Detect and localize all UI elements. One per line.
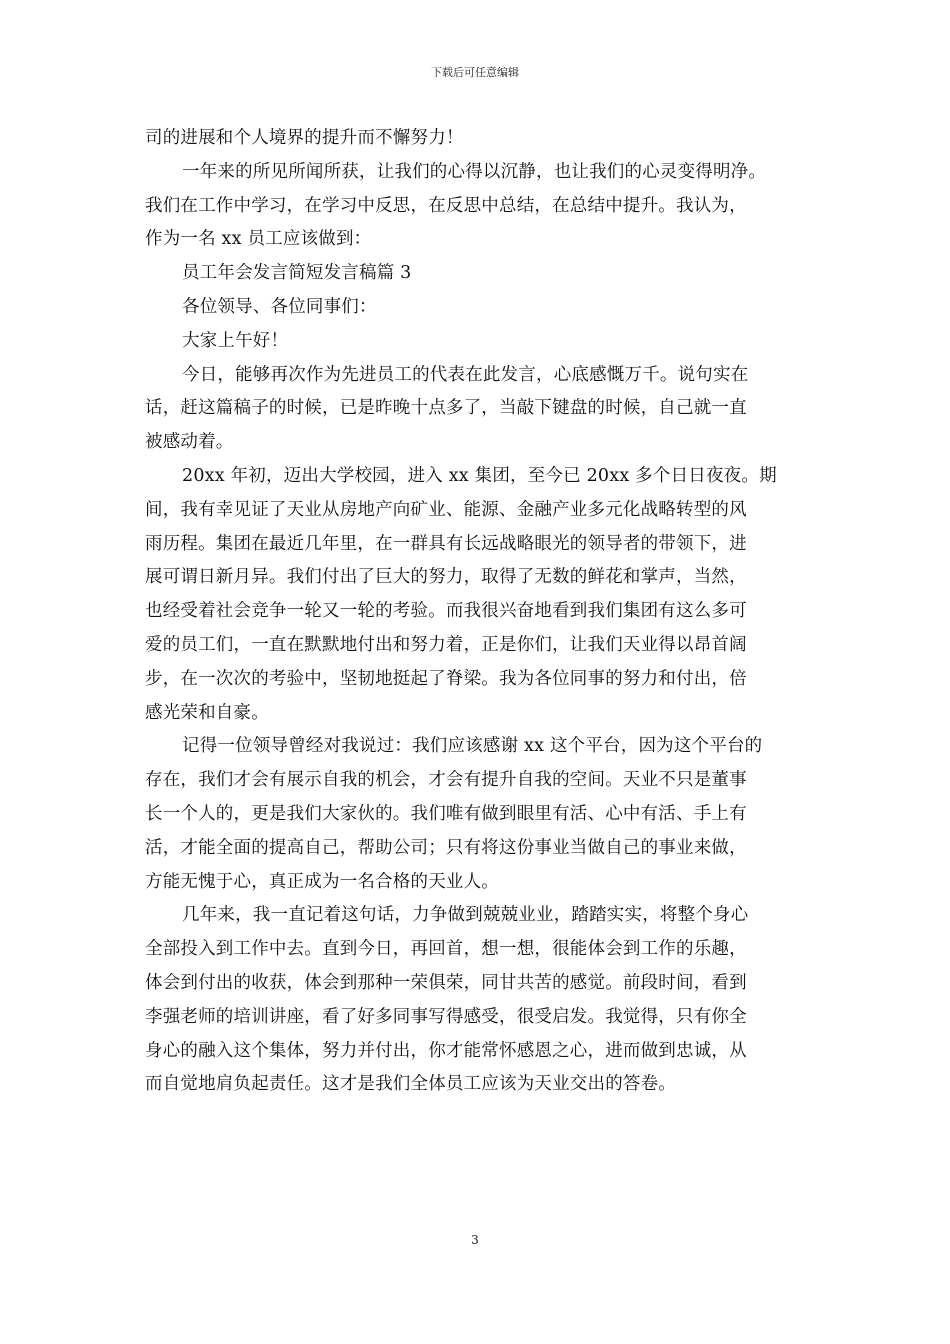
text-line: 员工年会发言简短发言稿篇 3 (182, 263, 412, 284)
text-line: 作为一名 xx 员工应该做到： (145, 229, 372, 250)
text-line: 今日，能够再次作为先进员工的代表在此发言，心底感慨万千。说句实在 (182, 364, 749, 385)
text-line: 话，赶这篇稿子的时候，已是昨晚十点多了，当敲下键盘的时候，自己就一直 (145, 398, 747, 419)
text-line: 体会到付出的收获，体会到那种一荣俱荣，同甘共苦的感觉。前段时间，看到 (145, 972, 747, 993)
text-line: 爱的员工们，一直在默默地付出和努力着，正是你们，让我们天业得以昂首阔 (145, 634, 747, 655)
text-line: 司的进展和个人境界的提升而不懈努力！ (145, 128, 464, 148)
text-line: 我们在工作中学习，在学习中反思，在反思中总结，在总结中提升。我认为， (145, 195, 747, 216)
text-line: 全部投入到工作中去。直到今日，再回首，想一想，很能体会到工作的乐趣， (145, 939, 747, 960)
text-line: 一年来的所见所闻所获，让我们的心得以沉静，也让我们的心灵变得明净。 (182, 161, 767, 182)
text-line: 间，我有幸见证了天业从房地产向矿业、能源、金融产业多元化战略转型的风 (145, 499, 747, 520)
text-line: 存在，我们才会有展示自我的机会，才会有提升自我的空间。天业不只是董事 (145, 770, 747, 791)
text-line: 方能无愧于心，真正成为一名合格的天业人。 (145, 871, 499, 892)
text-line: 被感动着。 (145, 432, 234, 453)
page-number: 3 (471, 1233, 479, 1247)
text-line: 步，在一次次的考验中，坚韧地挺起了脊梁。我为各位同事的努力和付出，倍 (145, 668, 747, 689)
text-line: 而自觉地肩负起责任。这才是我们全体员工应该为天业交出的答卷。 (145, 1074, 676, 1095)
text-line: 感光荣和自豪。 (145, 702, 269, 723)
text-line: 大家上午好！ (182, 330, 289, 351)
text-line: 活，才能全面的提高自己，帮助公司；只有将这份事业当做自己的事业来做， (145, 837, 747, 858)
text-line: 记得一位领导曾经对我说过：我们应该感谢 xx 这个平台，因为这个平台的 (182, 736, 763, 757)
text-line: 几年来，我一直记着这句话，力争做到兢兢业业，踏踏实实，将整个身心 (182, 905, 749, 926)
text-line: 雨历程。集团在最近几年里，在一群具有长远战略眼光的领导者的带领下，进 (145, 533, 747, 554)
text-line: 展可谓日新月异。我们付出了巨大的努力，取得了无数的鲜花和掌声，当然， (145, 567, 747, 588)
text-line: 也经受着社会竞争一轮又一轮的考验。而我很兴奋地看到我们集团有这么多可 (145, 601, 747, 622)
text-line: 李强老师的培训讲座，看了好多同事写得感受，很受启发。我觉得，只有你全 (145, 1006, 747, 1027)
text-line: 20xx 年初，迈出大学校园，进入 xx 集团，至今已 20xx 多个日日夜夜。期 (182, 465, 777, 486)
text-line: 长一个人的，更是我们大家伙的。我们唯有做到眼里有活、心中有活、手上有 (145, 803, 747, 824)
page-header: 下载后可任意编辑 (431, 66, 519, 79)
document-body (145, 122, 807, 1102)
text-line: 身心的融入这个集体，努力并付出，你才能常怀感恩之心，进而做到忠诚，从 (145, 1040, 747, 1061)
text-line: 各位领导、各位同事们： (182, 296, 377, 317)
